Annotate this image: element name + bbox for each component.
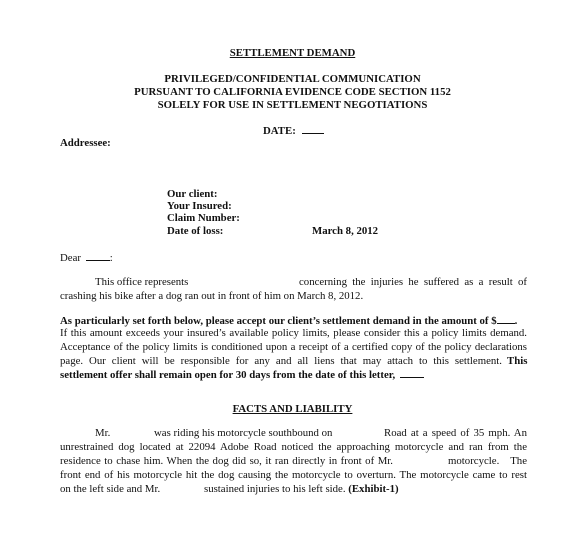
- header-line-evidence-code: PURSUANT TO CALIFORNIA EVIDENCE CODE SECTION 1152: [134, 86, 451, 98]
- your-insured-label: Your Insured:: [167, 200, 232, 212]
- para3-road-speed: Road at a speed of 35 mph. An: [384, 427, 527, 439]
- our-client-label: Our client:: [167, 188, 218, 200]
- para2-line1-period: .: [514, 315, 518, 327]
- para2-line4-this: This: [507, 355, 528, 367]
- para1-line1-end: concerning the injuries he suffered as a result of: [299, 276, 527, 288]
- date-line: [263, 124, 324, 137]
- para3-line5-text: sustained injuries to his left side.: [204, 483, 346, 495]
- date-label: DATE:: [263, 125, 296, 137]
- facts-liability-heading: FACTS AND LIABILITY: [232, 403, 353, 415]
- claim-number-label: Claim Number:: [167, 212, 240, 224]
- para2-line2: If this amount exceeds your insured’s available policy limits, please consider this a policy limits demand.: [60, 327, 527, 339]
- para3-line4: front end of his motorcycle hit the dog causing the motorcycle to overturn. The motorcycle came to rest: [60, 469, 527, 481]
- para3-mr: Mr.: [95, 427, 111, 439]
- para2-line5-text: settlement offer shall remain open for 30 days from the date of this letter,: [60, 369, 396, 381]
- para3-line5-start: on the left side and Mr.: [60, 483, 161, 495]
- document-title: SETTLEMENT DEMAND: [229, 47, 356, 59]
- salutation-blank: [86, 251, 110, 261]
- para3-riding: was riding his motorcycle southbound on: [154, 427, 333, 439]
- para3-line5-injuries: [204, 483, 399, 495]
- salutation-text: Dear: [60, 252, 81, 264]
- para1-line2: crashing his bike after a dog ran out in front of him on March 8, 2012.: [60, 290, 364, 302]
- para3-line3: residence to chase him. When the dog did so, it ran directly in front of Mr.: [60, 455, 393, 467]
- header-line-settlement-use: SOLELY FOR USE IN SETTLEMENT NEGOTIATIONS: [157, 99, 428, 111]
- para3-line2: unrestrained dog located at 22094 Adobe Road noticed the approaching motorcycle and ran from the: [60, 441, 527, 453]
- addressee-label: Addressee:: [60, 137, 111, 149]
- para1-represents: This office represents: [95, 276, 189, 288]
- date-of-loss-value: March 8, 2012: [312, 225, 379, 237]
- demand-amount-blank: [497, 314, 515, 324]
- salutation: Dear :: [60, 252, 113, 264]
- date-blank: [302, 124, 324, 134]
- para2-line3: Acceptance of the policy limits is conditioned upon a receipt of a certified copy of the policy declarations: [60, 341, 527, 353]
- exhibit-reference: (Exhibit-1): [348, 483, 399, 495]
- para2-line4: page. Our client will be responsible for any and all liens that may attach to this settlement.: [60, 355, 502, 367]
- open-offer-blank: [400, 368, 424, 378]
- header-line-privileged: PRIVILEGED/CONFIDENTIAL COMMUNICATION: [164, 73, 421, 85]
- para2-line5: [60, 368, 424, 381]
- para3-line3-end: motorcycle. The: [448, 455, 527, 467]
- date-of-loss-label: Date of loss:: [167, 225, 224, 237]
- para2-line1-text: As particularly set forth below, please accept our client’s settlement demand in the amount of $: [60, 315, 497, 327]
